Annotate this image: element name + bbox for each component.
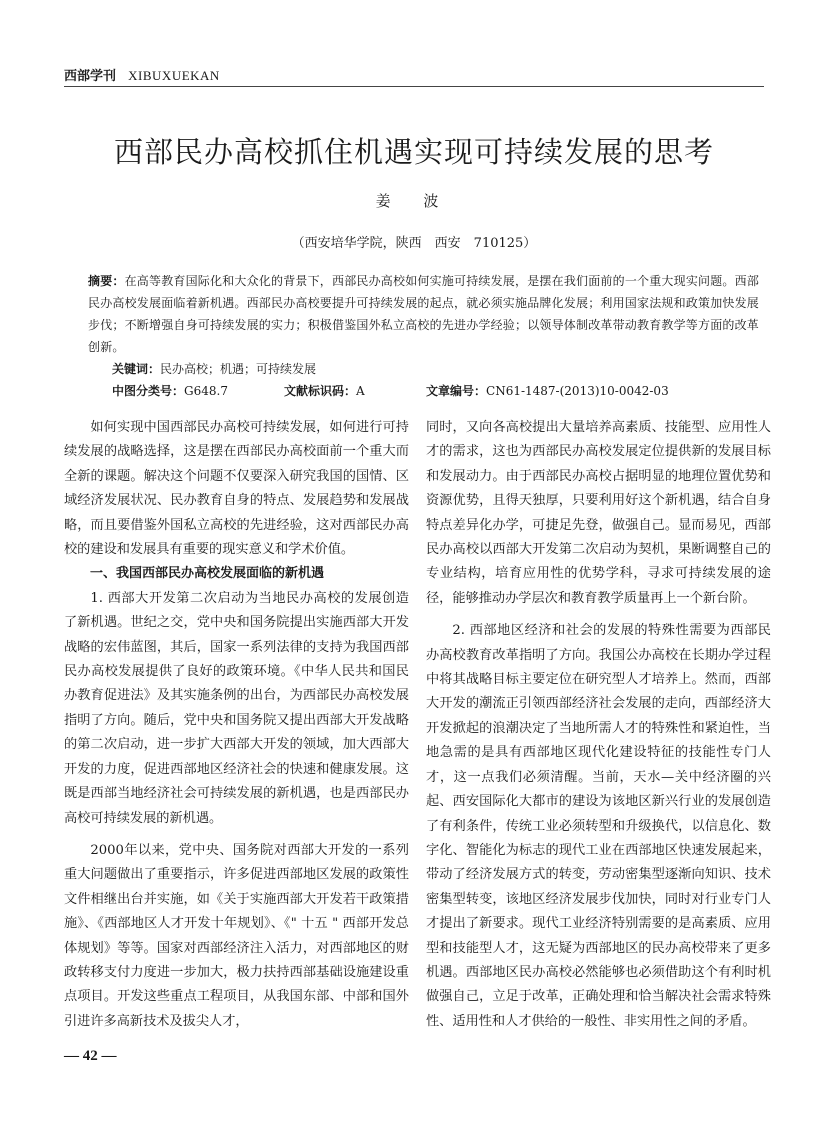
paragraph: 2. 西部地区经济和社会的发展的特殊性需要为西部民办高校教育改革指明了方向。我国公办高校在长期办学过程中将其战略目标主要定位在研究型人才培养上。然而，西部大开发的潮流正引领西部经济社会发展的走向，西部经济大开发掀起的浪潮决定了当地所需人才的特殊性和紧迫性，当地急需的是具有西部地区现代化建设特征的技能性专门人才，这一点我们必须清醒。当前，天水—关中经济圈的兴起、西安国际化大都市的建设为该地区新兴行业的发展创造了有利条件，传统工业必须转型和升级换代，以信息化、数字化、智能化为标志的现代工业在西部地区快速发展起来，带动了经济发展方式的转变，劳动密集型逐渐向知识、技术密集型转变，该地区经济发展步伐加快，同时对行业专门人才提出了新要求。现代工业经济特别需要的是高素质、应用型和技能型人才，这无疑为西部地区的民办高校带来了更多机遇。西部地区民办高校必然能够也必须借助这个有利时机做强自己，立足于改革，正确处理和恰当解决社会需求特殊性、适用性和人才供给的一般性、非实用性之间的矛盾。 — [426, 623, 771, 1029]
affiliation: （西安培华学院，陕西 西安 710125） — [291, 236, 537, 251]
clc-group — [112, 380, 228, 402]
paragraph: 如何实现中国西部民办高校可持续发展，如何进行可持续发展的战略选择，这是摆在西部民办高校面前一个重大而全新的课题。解决这个问题不仅要深入研究我国的国情、区域经济发展状况、民办教育自身的特点、发展趋势和发展战略，而且要借鉴外国私立高校的先进经验，这对西部民办高校的建设和发展具有重要的现实意义和学术价值。 — [64, 420, 409, 558]
clc-label: 中图分类号： — [112, 384, 185, 398]
keywords-label: 关键词： — [112, 362, 161, 376]
page-number: — 42 — — [64, 1048, 117, 1064]
right-column — [426, 416, 771, 1034]
header-rule — [64, 86, 764, 87]
doc-code-value: A — [356, 384, 365, 398]
article-number-group — [426, 380, 669, 402]
left-column — [64, 416, 409, 1034]
section-heading: 一、我国西部民办高校发展面临的新机遇 — [90, 566, 325, 582]
abstract-text: 在高等教育国际化和大众化的背景下，西部民办高校如何实施可持续发展，是摆在我们面前的一个重大现实问题。西部民办高校发展面临着新机遇。西部民办高校要提升可持续发展的起点，就必须实施品牌化发展；利用国家法规和政策加快发展步伐；不断增强自身可持续发展的实力；积极借鉴国外私立高校的先进办学经验；以领导体制改革带动教育教学等方面的改革创新。 — [88, 274, 760, 354]
article-number-value: CN61-1487-(2013)10-0042-03 — [486, 384, 669, 398]
author: 姜 波 — [375, 192, 453, 210]
abstract-label: 摘要： — [88, 274, 125, 288]
journal-name: 西部学刊 — [64, 69, 117, 84]
clc-value: G648.7 — [184, 384, 228, 398]
journal-pinyin: XIBUXUEKAN — [128, 68, 220, 83]
doc-code-group — [284, 380, 365, 402]
keywords-text: 民办高校；机遇；可持续发展 — [160, 362, 317, 376]
abstract — [88, 270, 764, 358]
paragraph: 同时，又向各高校提出大量培养高素质、技能型、应用性人才的需求，这也为西部民办高校发展定位提供新的发展目标和发展动力。由于西部民办高校占据明显的地理位置优势和资源优势，且得天独厚，只要利用好这个新机遇，结合自身特点差异化办学，可捷足先登，做强自己。显而易见，西部民办高校以西部大开发第二次启动为契机，果断调整自己的专业结构，培育应用性的优势学科，寻求可持续发展的途径，能够推动办学层次和教育教学质量再上一个新台阶。 — [426, 420, 771, 606]
keywords — [112, 358, 772, 380]
running-header — [64, 66, 764, 86]
article-title: 西部民办高校抓住机遇实现可持续发展的思考 — [113, 135, 714, 169]
doc-code-label: 文献标识码： — [284, 384, 357, 398]
paragraph: 1. 西部大开发第二次启动为当地民办高校的发展创造了新机遇。世纪之交，党中央和国务院提出实施西部大开发战略的宏伟蓝图，其后，国家一系列法律的支持为我国西部民办高校发展提供了良好的政策环境。《中华人民共和国民办教育促进法》及其实施条例的出台，为西部民办高校发展指明了方向。随后，党中央和国务院又提出西部大开发战略的第二次启动，进一步扩大西部大开发的领域，加大西部大开发的力度，促进西部地区经济社会的快速和健康发展。这既是西部当地经济社会可持续发展的新机遇，也是西部民办高校可持续发展的新机遇。 — [64, 590, 409, 826]
article-number-label: 文章编号： — [426, 384, 487, 398]
paragraph: 2000年以来，党中央、国务院对西部大开发的一系列重大问题做出了重要指示，许多促进西部地区发展的政策性文件相继出台并实施，如《关于实施西部大开发若干政策措施》、《西部地区人才开发十年规划》、《" 十五 " 西部开发总体规划》等等。国家对西部经济注入活力，对西部地区的财政转移支付力度进一步加大，极力扶持西部基础设施建设重点项目。开发这些重点工程项目，从我国东部、中部和国外引进许多高新技术及拔尖人才， — [64, 842, 409, 1029]
